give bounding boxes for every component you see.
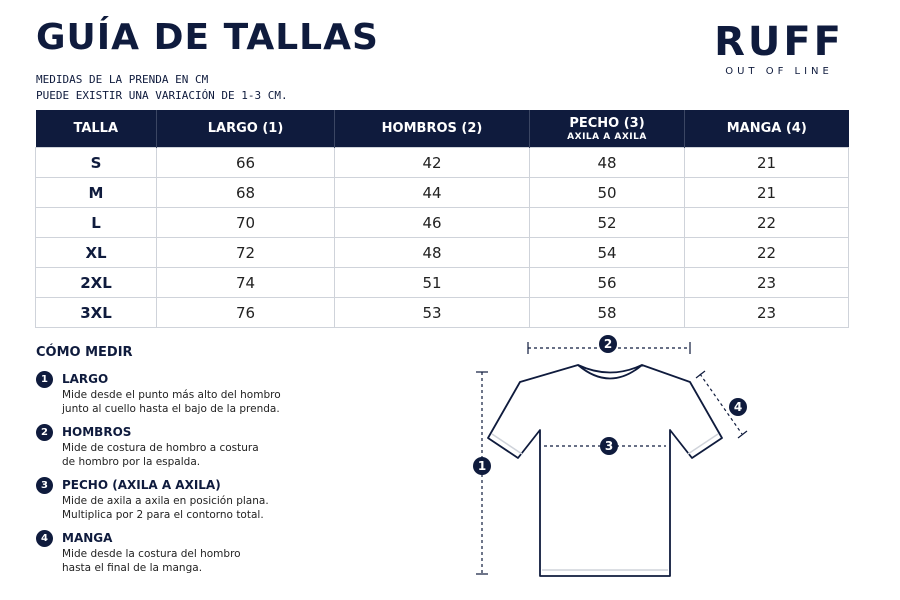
size-cell: L: [36, 208, 157, 238]
measure-desc-line: Multiplica por 2 para el contorno total.: [62, 509, 264, 521]
number-badge: 4: [36, 530, 53, 547]
subtitle-line-2: PUEDE EXISTIR UNA VARIACIÓN DE 1-3 CM.: [36, 89, 288, 102]
measure-item-pecho: [36, 476, 336, 529]
value-cell: 74: [157, 268, 335, 298]
value-cell: 46: [335, 208, 530, 238]
label-2: 2: [603, 337, 613, 351]
size-cell: M: [36, 178, 157, 208]
table-row: [36, 148, 849, 178]
measure-item-hombros: [36, 423, 336, 476]
page-title: GUÍA DE TALLAS: [36, 17, 379, 58]
header-manga: MANGA (4): [685, 110, 849, 148]
measure-description: [62, 441, 302, 469]
table-header-row: [36, 110, 849, 148]
measure-desc-line: junto al cuello hasta el bajo de la prenda.: [62, 403, 280, 415]
measure-item-manga: [36, 529, 336, 582]
value-cell: 52: [530, 208, 685, 238]
size-cell: 3XL: [36, 298, 157, 328]
logo-tagline: OUT OF LINE: [725, 66, 833, 77]
size-cell: S: [36, 148, 157, 178]
measure-item-largo: [36, 370, 336, 423]
size-table: [35, 110, 849, 328]
table-row: [36, 238, 849, 268]
header-hombros: HOMBROS (2): [335, 110, 530, 148]
value-cell: 21: [685, 148, 849, 178]
value-cell: 23: [685, 298, 849, 328]
measure-desc-line: Mide de axila a axila en posición plana.: [62, 495, 269, 507]
value-cell: 72: [157, 238, 335, 268]
how-to-measure-title: CÓMO MEDIR: [36, 345, 133, 360]
brand-logo: [714, 19, 844, 77]
tshirt-outline: [488, 365, 722, 576]
header-talla: TALLA: [36, 110, 157, 148]
measure-desc-line: de hombro por la espalda.: [62, 456, 201, 468]
value-cell: 66: [157, 148, 335, 178]
measure-instructions: [36, 370, 336, 582]
measure-desc-line: Mide desde el punto más alto del hombro: [62, 389, 281, 401]
measure-title: HOMBROS: [62, 425, 132, 439]
label-4: 4: [733, 400, 743, 414]
size-cell: 2XL: [36, 268, 157, 298]
subtitle: [36, 72, 288, 104]
table-row: [36, 208, 849, 238]
value-cell: 51: [335, 268, 530, 298]
value-cell: 21: [685, 178, 849, 208]
value-cell: 23: [685, 268, 849, 298]
value-cell: 48: [530, 148, 685, 178]
label-3: 3: [604, 439, 614, 453]
table-row: [36, 178, 849, 208]
value-cell: 56: [530, 268, 685, 298]
table-row: [36, 298, 849, 328]
value-cell: 22: [685, 208, 849, 238]
measure-title: LARGO: [62, 372, 109, 386]
header-pecho-sub: AXILA A AXILA: [567, 131, 647, 142]
value-cell: 76: [157, 298, 335, 328]
value-cell: 54: [530, 238, 685, 268]
header-largo: LARGO (1): [157, 110, 335, 148]
value-cell: 70: [157, 208, 335, 238]
value-cell: 50: [530, 178, 685, 208]
value-cell: 42: [335, 148, 530, 178]
measure-desc-line: Mide de costura de hombro a costura: [62, 442, 259, 454]
measure-title: MANGA: [62, 531, 113, 545]
tshirt-measurement-diagram: [460, 330, 760, 590]
number-badge: 2: [36, 424, 53, 441]
value-cell: 53: [335, 298, 530, 328]
value-cell: 48: [335, 238, 530, 268]
number-badge: 3: [36, 477, 53, 494]
header-pecho: PECHO (3) AXILA A AXILA: [530, 110, 685, 148]
value-cell: 68: [157, 178, 335, 208]
value-cell: 44: [335, 178, 530, 208]
logo-wordmark: RUFF: [714, 19, 844, 65]
measure-title: PECHO (AXILA A AXILA): [62, 478, 221, 492]
size-cell: XL: [36, 238, 157, 268]
measure-desc-line: Mide desde la costura del hombro: [62, 548, 241, 560]
value-cell: 22: [685, 238, 849, 268]
number-badge: 1: [36, 371, 53, 388]
label-1: 1: [477, 459, 487, 473]
measure-desc-line: hasta el final de la manga.: [62, 562, 203, 574]
subtitle-line-1: MEDIDAS DE LA PRENDA EN CM: [36, 73, 209, 86]
value-cell: 58: [530, 298, 685, 328]
measure-description: [62, 547, 302, 575]
measure-description: [62, 494, 302, 522]
table-row: [36, 268, 849, 298]
measure-description: [62, 388, 302, 416]
